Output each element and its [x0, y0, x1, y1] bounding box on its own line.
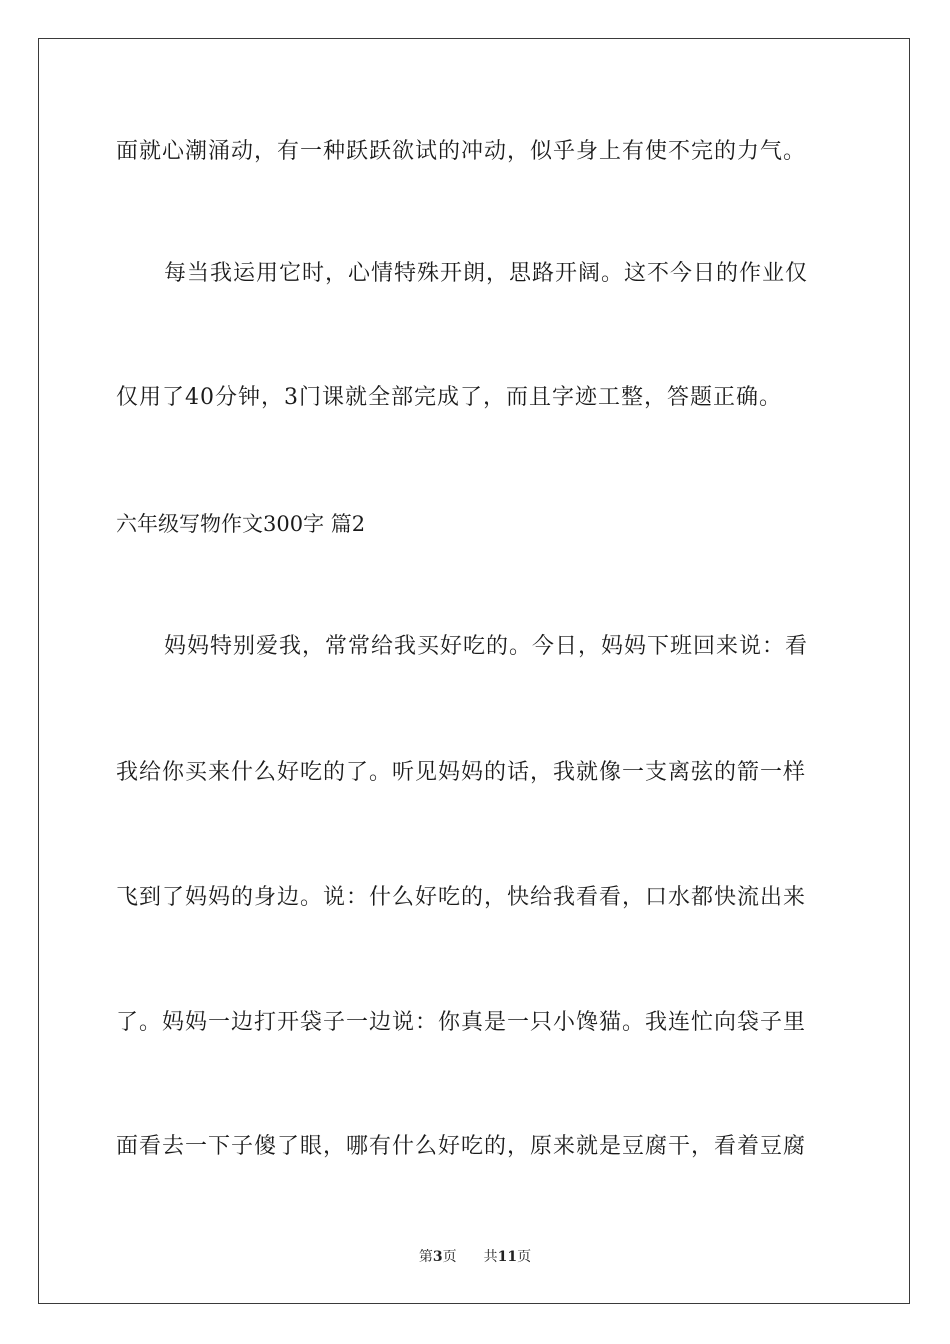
text-line-1: 面就心潮涌动，有一种跃跃欲试的冲动，似乎身上有使不完的力气。: [116, 139, 807, 164]
text-line-2: 每当我运用它时，心情特殊开朗，思路开阔。这不今日的作业仅: [164, 261, 809, 286]
text-line-6: 飞到了妈妈的身边。说：什么好吃的，快给我看看，口水都快流出来: [116, 885, 807, 910]
text-line-3: 仅用了40分钟，3门课就全部完成了，而且字迹工整，答题正确。: [116, 385, 782, 410]
page-border: [38, 38, 910, 1304]
total-pages-label: 共11页: [483, 1249, 532, 1265]
text-line-5: 我给你买来什么好吃的了。听见妈妈的话，我就像一支离弦的箭一样: [116, 760, 807, 785]
text-line-8: 面看去一下子傻了眼，哪有什么好吃的，原来就是豆腐干，看着豆腐: [116, 1134, 807, 1159]
page-footer: [0, 1247, 950, 1267]
text-line-4: 妈妈特别爱我，常常给我买好吃的。今日，妈妈下班回来说：看: [164, 634, 809, 659]
page-number-label: 第3页: [418, 1249, 457, 1265]
section-heading: 六年级写物作文300字 篇2: [116, 512, 366, 536]
text-line-7: 了。妈妈一边打开袋子一边说：你真是一只小馋猫。我连忙向袋子里: [116, 1010, 807, 1035]
